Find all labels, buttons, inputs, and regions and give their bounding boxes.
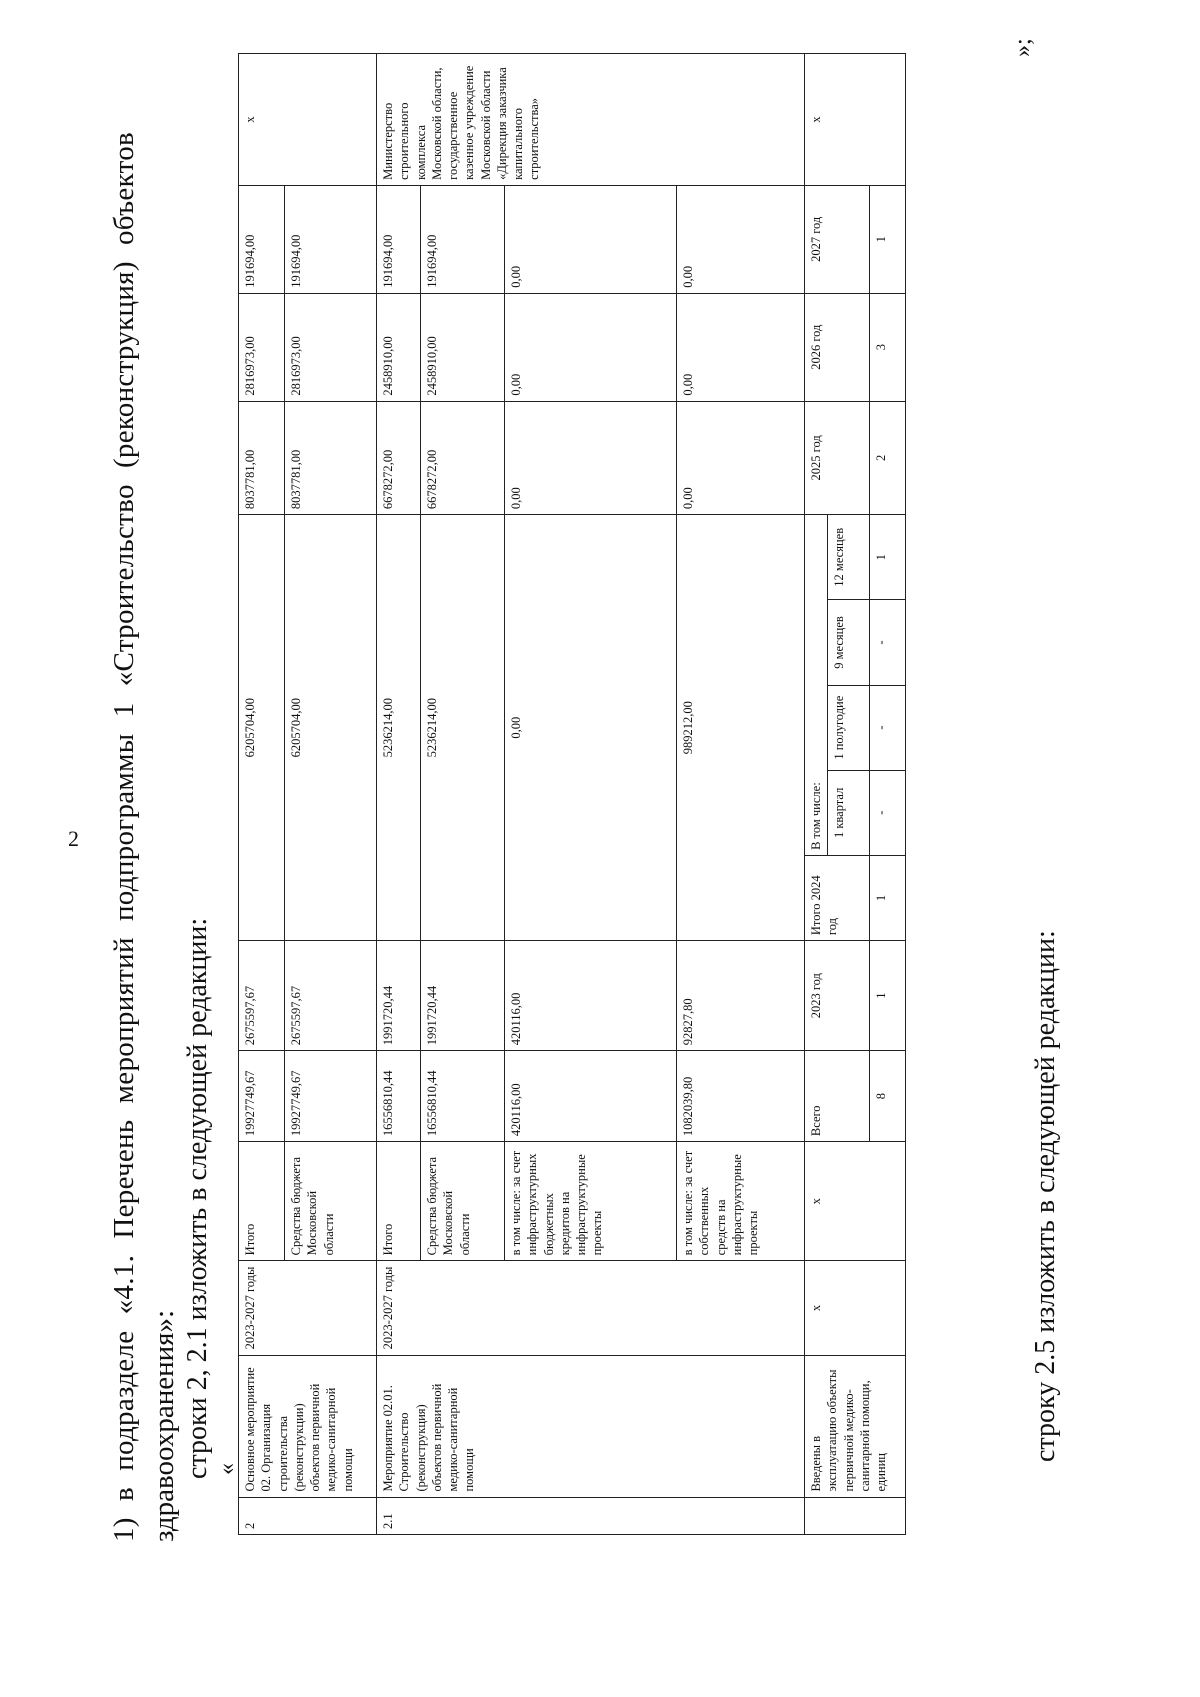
funding-source: Итого (239, 1142, 285, 1261)
amount-2023: 2675597,67 (285, 941, 377, 1051)
funding-source: Средства бюджета Московской области (285, 1142, 377, 1261)
header-h1: 1 полугодие (828, 685, 870, 770)
amount-2024: 0,00 (505, 515, 677, 941)
funding-source: в том числе: за счет инфраструктурных бюджетных кредитов на инфраструктурные проекты (505, 1142, 677, 1261)
measure-name: Основное мероприятие 02. Организация строительства (реконструкции) объектов первичной медико-санитарной помощи (239, 1355, 377, 1497)
value-h1: - (870, 685, 906, 770)
header-2023: 2023 год (805, 941, 870, 1051)
amount-2025: 6678272,00 (377, 401, 421, 515)
amount-2023: 2675597,67 (239, 941, 285, 1051)
amount-total: 19927749,67 (239, 1051, 285, 1142)
amount-2026: 0,00 (677, 293, 805, 401)
amount-2024: 989212,00 (677, 515, 805, 941)
amount-2027: 0,00 (505, 185, 677, 293)
table-row (377, 54, 421, 1535)
header-m9: 9 месяцев (828, 600, 870, 685)
amount-2026: 2816973,00 (239, 293, 285, 401)
header-including: В том числе: (805, 515, 828, 856)
amount-2024: 6205704,00 (239, 515, 285, 941)
header-total: Всего (805, 1051, 870, 1142)
amount-total: 16556810,44 (421, 1051, 505, 1142)
table-row (239, 54, 285, 1535)
amount-2024: 5236214,00 (377, 515, 421, 941)
amount-2025: 8037781,00 (239, 401, 285, 515)
amount-total: 420116,00 (505, 1051, 677, 1142)
row-number: 2 (239, 1497, 377, 1534)
amount-2023: 1991720,44 (421, 941, 505, 1051)
header-q1: 1 квартал (828, 770, 870, 855)
amount-2027: 191694,00 (285, 185, 377, 293)
amount-2025: 0,00 (505, 401, 677, 515)
funding-source: в том числе: за счет собственных средств на инфраструктурные проекты (677, 1142, 805, 1261)
funding-source: Средства бюджета Московской области (421, 1142, 505, 1261)
instruction-line-2-5: строку 2.5 изложить в следующей редакции: (1030, 930, 1061, 1462)
amount-2026: 2458910,00 (421, 293, 505, 401)
instruction-line: строки 2, 2.1 изложить в следующей редакции: (182, 917, 213, 1479)
amount-2027: 191694,00 (239, 185, 285, 293)
funding-source: Итого (377, 1142, 421, 1261)
value-m9: - (870, 600, 906, 685)
header-m12: 12 месяцев (828, 515, 870, 600)
amount-total: 19927749,67 (285, 1051, 377, 1142)
amount-2025: 8037781,00 (285, 401, 377, 515)
amount-2027: 191694,00 (377, 185, 421, 293)
intro-paragraph-line: 1) в подразделе «4.1. Перечень мероприятий подпрограммы 1 «Строительство (реконструкция) объектов (108, 132, 140, 1542)
page-number: 2 (68, 826, 79, 851)
table-row (805, 54, 828, 1535)
amount-2025: 6678272,00 (421, 401, 505, 515)
amount-total: 1082039,80 (677, 1051, 805, 1142)
period: 2023-2027 годы (239, 1261, 377, 1355)
funding-source: х (805, 1142, 906, 1261)
header-2025: 2025 год (805, 401, 870, 515)
header-itogo-2024: Итого 2024 год (805, 855, 870, 940)
value-2025: 2 (870, 401, 906, 515)
header-2026: 2026 год (805, 293, 870, 401)
value-2023: 1 (870, 941, 906, 1051)
amount-2025: 0,00 (677, 401, 805, 515)
amount-2023: 92827,80 (677, 941, 805, 1051)
period: 2023-2027 годы (377, 1261, 805, 1355)
value-m12: 1 (870, 515, 906, 600)
amount-2024: 5236214,00 (421, 515, 505, 941)
header-2027: 2027 год (805, 185, 870, 293)
amount-2023: 420116,00 (505, 941, 677, 1051)
value-itogo-2024: 1 (870, 855, 906, 940)
intro-paragraph-continuation: здравоохранения»: (148, 1309, 180, 1542)
responsible: Министерство строительного комплекса Московской области, государственное казенное учреждение Московской области «Дирекция заказчика капитального строительства» (377, 54, 805, 186)
row-number: 2.1 (377, 1497, 805, 1534)
amount-total: 16556810,44 (377, 1051, 421, 1142)
amount-2027: 0,00 (677, 185, 805, 293)
value-q1: - (870, 770, 906, 855)
amount-2027: 191694,00 (421, 185, 505, 293)
result-name: Введены в эксплуатацию объекты первичной медико-санитарной помощи, единиц (805, 1355, 906, 1497)
amount-2026: 2458910,00 (377, 293, 421, 401)
measures-table (238, 53, 906, 1535)
responsible: х (805, 54, 906, 186)
responsible: х (239, 54, 377, 186)
closing-quote: »; (1010, 38, 1036, 57)
measure-name: Мероприятие 02.01. Строительство (реконструкция) объектов первичной медико-санитарной помощи (377, 1355, 805, 1497)
amount-2026: 2816973,00 (285, 293, 377, 401)
amount-2024: 6205704,00 (285, 515, 377, 941)
value-2026: 3 (870, 293, 906, 401)
opening-quote: « (214, 1463, 240, 1475)
amount-2026: 0,00 (505, 293, 677, 401)
period: х (805, 1261, 906, 1355)
value-2027: 1 (870, 185, 906, 293)
value-total: 8 (870, 1051, 906, 1142)
amount-2023: 1991720,44 (377, 941, 421, 1051)
